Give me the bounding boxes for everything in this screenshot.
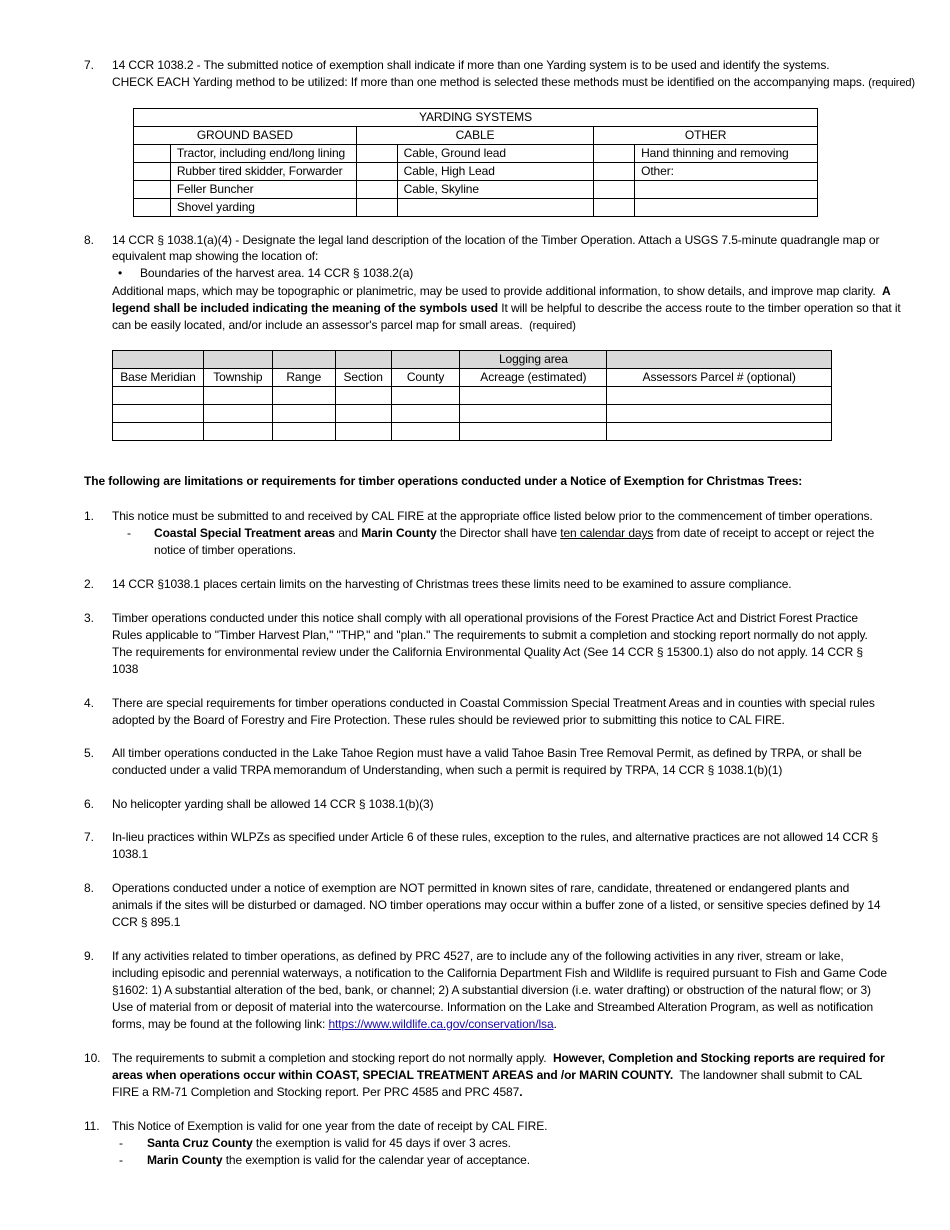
yarding-checkbox[interactable]	[594, 199, 635, 217]
limit-line: In-lieu practices within WLPZs as specified under Article 6 of these rules, exception to the rules, and alternative practices are not allowed 14 CCR §	[112, 830, 879, 844]
yarding-checkbox[interactable]	[356, 181, 397, 199]
input-cell[interactable]	[335, 405, 391, 423]
limit-line: All timber operations conducted in the Lake Tahoe Region must have a valid Tahoe Basin Tree Removal Permit, as defined by TRPA, or shall be	[112, 746, 862, 760]
header-shade	[272, 351, 335, 369]
yarding-checkbox[interactable]	[134, 145, 171, 163]
limit-line: Timber operations conducted under this notice shall comply with all operational provisions of the Forest Practice Act and District Forest Practice	[112, 611, 858, 625]
input-cell[interactable]	[391, 423, 460, 441]
col-base-meridian: Base Meridian	[113, 369, 204, 387]
limit-text: 14 CCR §1038.1 places certain limits on the harvesting of Christmas trees these limits need to be examined to assure compliance.	[112, 577, 792, 591]
legal-description-table	[112, 350, 832, 441]
limit-text: This notice must be submitted to and received by CAL FIRE at the appropriate office listed below prior to the commencement of timber operations.	[112, 509, 873, 523]
limit-number: 8.	[84, 881, 94, 895]
col-acreage: Acreage (estimated)	[460, 369, 607, 387]
limit-line: including episodic and perennial waterways, a notification to the California Department Fish and Wildlife is required pursuant to Fish and Game Code	[112, 966, 887, 980]
limit-number: 10.	[84, 1051, 101, 1065]
yarding-checkbox[interactable]	[594, 145, 635, 163]
yarding-option: Tractor, including end/long lining	[170, 145, 356, 163]
limit-text: No helicopter yarding shall be allowed 14 CCR § 1038.1(b)(3)	[112, 797, 434, 811]
item-7-line2: CHECK EACH Yarding method to be utilized: If more than one method is selected these methods must be identified on the accompanying maps. (required)	[112, 75, 915, 89]
limit-line: Use of material from or deposit of material into the watercourse. Information on the Lake and Streambed Alteration Program, as well as notification	[112, 1000, 874, 1014]
yarding-checkbox[interactable]	[134, 163, 171, 181]
input-cell[interactable]	[113, 405, 204, 423]
col-range: Range	[272, 369, 335, 387]
limit-line: animals if the sites will be disturbed or damaged. NO timber operations may occur within a buffer zone of a listed, or sensitive species defined by 14	[112, 898, 881, 912]
table-row	[113, 423, 832, 441]
limit-number: 3.	[84, 611, 94, 625]
limit-line: CCR § 895.1	[112, 915, 181, 929]
limit-line: FIRE a RM-71 Completion and Stocking report. Per PRC 4585 and PRC 4587.	[112, 1085, 523, 1099]
limit-line: forms, may be found at the following link: https://www.wildlife.ca.gov/conservation/lsa.	[112, 1017, 557, 1031]
header-shade	[391, 351, 460, 369]
limit-line: 1038.1	[112, 847, 149, 861]
limit-number: 4.	[84, 696, 94, 710]
yarding-option-other-field[interactable]: Other:	[635, 163, 818, 181]
limit-sub: Coastal Special Treatment areas and Marin County the Director shall have ten calendar days from date of receipt to accept or reject the	[154, 526, 875, 540]
input-cell[interactable]	[460, 423, 607, 441]
yarding-checkbox[interactable]	[356, 145, 397, 163]
input-cell[interactable]	[272, 405, 335, 423]
yarding-systems-table	[133, 108, 818, 217]
input-cell[interactable]	[607, 405, 832, 423]
header-ground-based: GROUND BASED	[134, 127, 357, 145]
bullet-dot-icon: •	[118, 266, 123, 280]
dash-bullet: -	[119, 1153, 123, 1167]
limit-number: 7.	[84, 830, 94, 844]
required-note: (required)	[868, 77, 915, 89]
header-shade	[113, 351, 204, 369]
yarding-checkbox[interactable]	[356, 199, 397, 217]
limit-line: §1602: 1) A substantial alteration of the bed, bank, or channel; 2) A substantial diversion (i.e. water drafting) or obstruction of the natural flow; or 3)	[112, 983, 871, 997]
limit-line: adopted by the Board of Forestry and Fire Protection. These rules should be reviewed prior to submitting this notice to CAL FIRE.	[112, 713, 785, 727]
limit-text: This Notice of Exemption is valid for one year from the date of receipt by CAL FIRE.	[112, 1119, 548, 1133]
limit-number: 11.	[84, 1119, 100, 1133]
table-row	[113, 405, 832, 423]
limit-line: The requirements to submit a completion and stocking report do not normally apply. However, Completion and Stocking reports are required for	[112, 1051, 885, 1065]
input-cell[interactable]	[607, 423, 832, 441]
table-row	[113, 387, 832, 405]
input-cell[interactable]	[391, 387, 460, 405]
lsa-link[interactable]: https://www.wildlife.ca.gov/conservation/lsa	[328, 1017, 554, 1031]
yarding-checkbox[interactable]	[356, 163, 397, 181]
input-cell[interactable]	[272, 423, 335, 441]
limitations-heading: The following are limitations or requirements for timber operations conducted under a Notice of Exemption for Christmas Trees:	[84, 474, 803, 488]
limit-line: areas when operations occur within COAST, SPECIAL TREATMENT AREAS and /or MARIN COUNTY. The landowner shall submit to CAL	[112, 1068, 863, 1082]
item-8-para-line2: legend shall be included indicating the meaning of the symbols used It will be helpful to describe the access route to the timber operation so that it	[112, 301, 901, 315]
yarding-option: Rubber tired skidder, Forwarder	[170, 163, 356, 181]
yarding-checkbox[interactable]	[594, 163, 635, 181]
item-7-line1: 14 CCR 1038.2 - The submitted notice of exemption shall indicate if more than one Yarding system is to be used and identify the systems.	[112, 58, 830, 72]
yarding-option: Cable, Skyline	[397, 181, 594, 199]
yarding-checkbox[interactable]	[134, 199, 171, 217]
item-8-line1: 14 CCR § 1038.1(a)(4) - Designate the legal land description of the location of the Timber Operation. Attach a USGS 7.5-minute quadrangle map or	[112, 233, 880, 247]
header-shade	[335, 351, 391, 369]
input-cell[interactable]	[460, 387, 607, 405]
col-township: Township	[203, 369, 272, 387]
yarding-option: Cable, Ground lead	[397, 145, 594, 163]
yarding-checkbox[interactable]	[134, 181, 171, 199]
item-8-number: 8.	[84, 233, 94, 247]
input-cell[interactable]	[113, 387, 204, 405]
input-cell[interactable]	[607, 387, 832, 405]
header-cable: CABLE	[356, 127, 593, 145]
input-cell[interactable]	[335, 423, 391, 441]
item-8-para-line3: can be easily located, and/or include an assessor's parcel map for small areas. (required)	[112, 318, 576, 332]
dash-bullet: -	[119, 1136, 123, 1150]
col-county: County	[391, 369, 460, 387]
input-cell[interactable]	[203, 387, 272, 405]
logging-area-header: Logging area	[460, 351, 607, 369]
limit-line: 1038	[112, 662, 139, 676]
yarding-option[interactable]	[635, 181, 818, 199]
col-assessors-parcel: Assessors Parcel # (optional)	[607, 369, 832, 387]
yarding-checkbox[interactable]	[594, 181, 635, 199]
yarding-option: Feller Buncher	[170, 181, 356, 199]
limit-number: 2.	[84, 577, 94, 591]
limit-number: 1.	[84, 509, 94, 523]
item-7-number: 7.	[84, 58, 94, 72]
item-8-para-line1: Additional maps, which may be topographic or planimetric, may be used to provide additional information, to show details, and improve map clarity. A	[112, 284, 891, 298]
limit-sub: Marin County the exemption is valid for the calendar year of acceptance.	[147, 1153, 530, 1167]
yarding-title: YARDING SYSTEMS	[134, 109, 818, 127]
input-cell[interactable]	[113, 423, 204, 441]
limit-sub: Santa Cruz County the exemption is valid for 45 days if over 3 acres.	[147, 1136, 511, 1150]
input-cell[interactable]	[460, 405, 607, 423]
limit-line: Operations conducted under a notice of exemption are NOT permitted in known sites of rare, candidate, threatened or endangered plants and	[112, 881, 850, 895]
input-cell[interactable]	[203, 423, 272, 441]
yarding-option[interactable]	[635, 199, 818, 217]
yarding-option: Cable, High Lead	[397, 163, 594, 181]
yarding-option: Shovel yarding	[170, 199, 356, 217]
yarding-option[interactable]	[397, 199, 594, 217]
item-8-line2: equivalent map showing the location of:	[112, 249, 319, 263]
limit-line: There are special requirements for timber operations conducted in Coastal Commission Special Treatment Areas and in counties with special rules	[112, 696, 875, 710]
item-8-bullet: Boundaries of the harvest area. 14 CCR § 1038.2(a)	[140, 266, 414, 280]
header-other: OTHER	[594, 127, 818, 145]
limit-number: 5.	[84, 746, 94, 760]
limit-line: If any activities related to timber operations, as defined by PRC 4527, are to include any of the following activities in any river, stream or lake,	[112, 949, 844, 963]
limit-number: 6.	[84, 797, 94, 811]
input-cell[interactable]	[203, 405, 272, 423]
input-cell[interactable]	[391, 405, 460, 423]
input-cell[interactable]	[335, 387, 391, 405]
col-section: Section	[335, 369, 391, 387]
yarding-option: Hand thinning and removing	[635, 145, 818, 163]
input-cell[interactable]	[272, 387, 335, 405]
header-shade	[203, 351, 272, 369]
required-note: (required)	[529, 320, 576, 332]
limit-number: 9.	[84, 949, 94, 963]
dash-bullet: -	[127, 526, 131, 540]
limit-line: The requirements for environmental review under the California Environmental Quality Act (See 14 CCR § 15300.1) also do not apply. 14 CCR §	[112, 645, 863, 659]
limit-sub-line2: notice of timber operations.	[154, 543, 296, 557]
header-shade	[607, 351, 832, 369]
limit-line: conducted under a valid TRPA memorandum of Understanding, when such a permit is required by TRPA, 14 CCR § 1038.1(b)(1)	[112, 763, 783, 777]
limit-line: Rules applicable to "Timber Harvest Plan," "THP," and "plan." The requirements to submit a completion and stocking report normally do not apply.	[112, 628, 868, 642]
